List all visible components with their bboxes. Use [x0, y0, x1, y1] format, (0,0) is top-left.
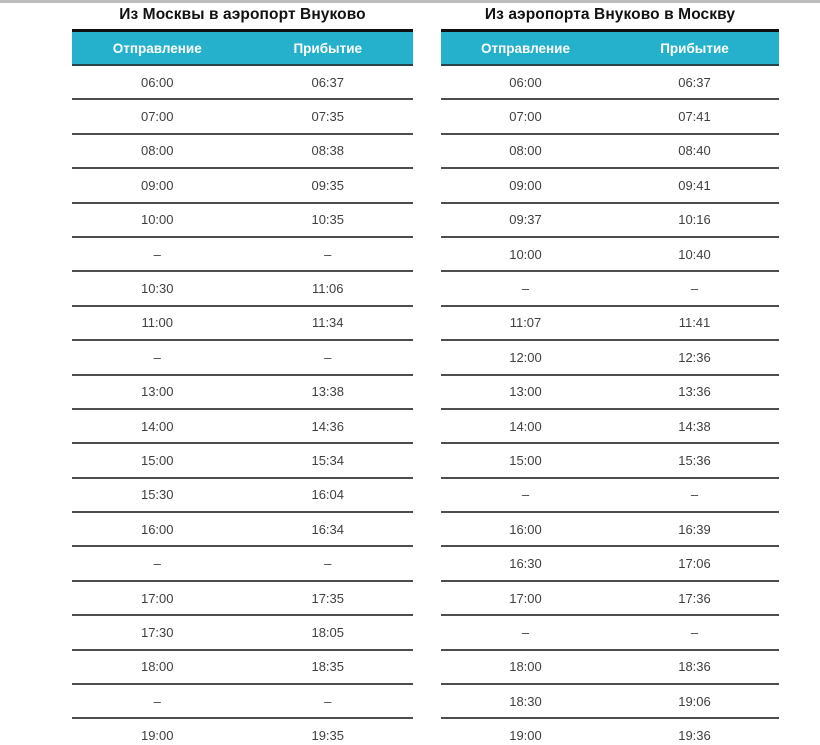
table-row	[72, 616, 413, 650]
table-row	[441, 238, 779, 272]
arrival-cell: 11:41	[678, 315, 711, 331]
departure-cell: 10:00	[140, 212, 174, 228]
table-row	[441, 651, 779, 685]
departure-cell: 16:00	[140, 521, 174, 537]
arrival-cell: 13:36	[678, 384, 711, 400]
table-row	[72, 272, 413, 306]
departure-cell: 19:00	[140, 728, 174, 744]
timetable-vnukovo-to-moscow	[441, 3, 779, 745]
table-row	[441, 547, 779, 581]
arrival-cell: –	[690, 487, 699, 503]
arrival-cell: 19:06	[678, 693, 711, 709]
departure-cell: –	[521, 281, 530, 297]
departure-cell: 18:00	[140, 659, 174, 675]
column-header-departure: Отправление	[112, 40, 202, 56]
arrival-cell: –	[324, 246, 332, 262]
arrival-cell: 09:41	[678, 177, 711, 193]
table-row	[72, 376, 413, 410]
departure-cell: 17:00	[140, 590, 174, 606]
arrival-cell: 08:40	[678, 143, 711, 159]
departure-cell: 06:00	[509, 74, 542, 90]
table-row	[441, 307, 779, 341]
departure-cell: –	[521, 624, 530, 640]
table-row	[72, 651, 413, 685]
table-row	[441, 376, 779, 410]
arrival-cell: 10:16	[678, 212, 711, 228]
departure-cell: 12:00	[509, 349, 542, 365]
timetable-moscow-to-vnukovo	[72, 3, 413, 745]
table-row	[441, 341, 779, 375]
departure-cell: –	[153, 349, 161, 365]
arrival-cell: 11:34	[311, 315, 344, 331]
arrival-cell: 10:40	[678, 246, 711, 262]
table-body	[441, 66, 779, 745]
table-row	[72, 341, 413, 375]
table-row	[72, 307, 413, 341]
departure-cell: 14:00	[509, 418, 542, 434]
departure-cell: 13:00	[140, 384, 174, 400]
column-header-arrival: Прибытие	[293, 40, 363, 56]
departure-cell: –	[153, 556, 161, 572]
departure-cell: 10:30	[140, 281, 174, 297]
departure-cell: 16:00	[509, 521, 542, 537]
arrival-cell: 12:36	[678, 349, 711, 365]
departure-cell: 16:30	[509, 556, 542, 572]
table-header	[72, 29, 413, 66]
table-row	[72, 204, 413, 238]
table-row	[72, 238, 413, 272]
arrival-cell: 19:36	[678, 728, 711, 744]
arrival-cell: 18:36	[678, 659, 711, 675]
table-row	[72, 582, 413, 616]
column-header-arrival: Прибытие	[660, 40, 729, 56]
table-row	[441, 685, 779, 719]
table-row	[441, 616, 779, 650]
arrival-cell: 11:06	[311, 281, 344, 297]
arrival-cell: 16:39	[678, 521, 711, 537]
table-header	[441, 29, 779, 66]
table-row	[441, 135, 779, 169]
arrival-cell: 17:06	[678, 556, 711, 572]
departure-cell: –	[521, 487, 530, 503]
departure-cell: 09:00	[140, 177, 174, 193]
departure-cell: 07:00	[140, 109, 174, 125]
departure-cell: 15:00	[509, 452, 542, 468]
arrival-cell: 13:38	[311, 384, 345, 400]
departure-cell: 18:00	[509, 659, 542, 675]
departure-cell: –	[153, 246, 161, 262]
departure-cell: 13:00	[509, 384, 542, 400]
arrival-cell: –	[690, 624, 699, 640]
table-row	[72, 410, 413, 444]
departure-cell: 15:30	[140, 487, 174, 503]
arrival-cell: 07:35	[311, 109, 345, 125]
departure-cell: 18:30	[509, 693, 542, 709]
table-row	[441, 719, 779, 745]
departure-cell: 09:37	[509, 212, 542, 228]
arrival-cell: 07:41	[678, 109, 711, 125]
departure-cell: 11:07	[509, 315, 542, 331]
table-row	[72, 513, 413, 547]
arrival-cell: 10:35	[311, 212, 345, 228]
arrival-cell: 18:05	[311, 624, 345, 640]
table-row	[441, 410, 779, 444]
arrival-cell: 16:34	[311, 521, 345, 537]
arrival-cell: 06:37	[678, 74, 711, 90]
table-row	[72, 66, 413, 100]
arrival-cell: –	[324, 693, 332, 709]
departure-cell: 19:00	[509, 728, 542, 744]
arrival-cell: 14:38	[678, 418, 711, 434]
arrival-cell: 18:35	[311, 659, 345, 675]
table-title: Из Москвы в аэропорт Внуково	[119, 6, 366, 23]
table-row	[441, 479, 779, 513]
arrival-cell: 08:38	[311, 143, 345, 159]
departure-cell: 08:00	[509, 143, 542, 159]
departure-cell: 06:00	[140, 74, 174, 90]
arrival-cell: 16:04	[311, 487, 345, 503]
arrival-cell: 17:36	[678, 590, 711, 606]
departure-cell: 11:00	[141, 315, 174, 331]
departure-cell: 09:00	[509, 177, 542, 193]
arrival-cell: 15:34	[311, 452, 345, 468]
table-row	[72, 100, 413, 134]
table-row	[72, 169, 413, 203]
arrival-cell: 17:35	[311, 590, 345, 606]
table-title: Из аэропорта Внуково в Москву	[484, 6, 736, 23]
departure-cell: –	[153, 693, 161, 709]
arrival-cell: 19:35	[311, 728, 345, 744]
table-row	[441, 444, 779, 478]
departure-cell: 10:00	[509, 246, 542, 262]
table-body	[72, 66, 413, 745]
departure-cell: 07:00	[509, 109, 542, 125]
column-header-departure: Отправление	[480, 40, 570, 56]
table-row	[441, 100, 779, 134]
table-row	[441, 66, 779, 100]
arrival-cell: 15:36	[678, 452, 711, 468]
departure-cell: 14:00	[140, 418, 174, 434]
arrival-cell: 06:37	[311, 74, 345, 90]
table-row	[72, 479, 413, 513]
table-row	[441, 272, 779, 306]
departure-cell: 15:00	[140, 452, 174, 468]
table-row	[441, 513, 779, 547]
arrival-cell: 09:35	[311, 177, 345, 193]
departure-cell: 08:00	[140, 143, 174, 159]
table-row	[441, 169, 779, 203]
table-row	[72, 135, 413, 169]
table-row	[72, 685, 413, 719]
table-row	[72, 444, 413, 478]
arrival-cell: –	[324, 349, 332, 365]
table-row	[72, 547, 413, 581]
arrival-cell: –	[690, 281, 699, 297]
table-row	[72, 719, 413, 745]
departure-cell: 17:30	[140, 624, 174, 640]
table-row	[441, 204, 779, 238]
arrival-cell: 14:36	[311, 418, 345, 434]
table-row	[441, 582, 779, 616]
departure-cell: 17:00	[509, 590, 542, 606]
arrival-cell: –	[324, 556, 332, 572]
